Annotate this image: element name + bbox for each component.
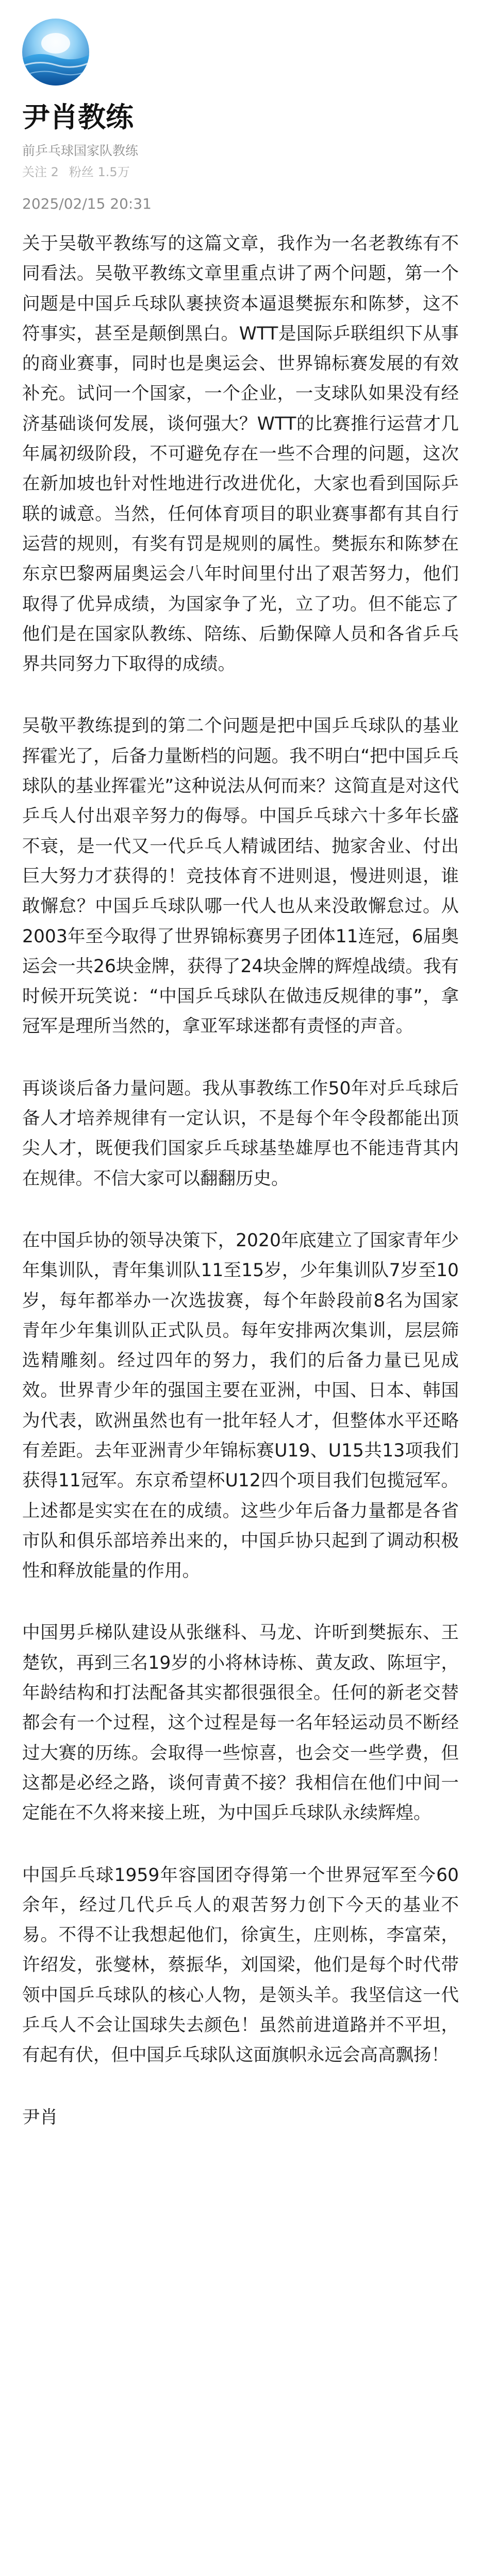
article-paragraph: 关于吴敬平教练写的这篇文章，我作为一名老教练有不同看法。吴敬平教练文章里重点讲了两个问题，第一个问题是中国乒乓球队裹挟资本逼退樊振东和陈梦，这不符事实，甚至是颠倒黑白。WTT是国际乒联组织下从事的商业赛事，同时也是奥运会、世界锦标赛发展的有效补充。试问一个国家，一个企业，一支球队如果没有经济基础谈何发展，谈何强大？WTT的比赛推行运营才几年属初级阶段，不可避免存在一些不合理的问题，这次在新加坡也针对性地进行改进优化，大家也看到国际乒联的诚意。当然，任何体育项目的职业赛事都有其自行运营的规则，有奖有罚是规则的属性。樊振东和陈梦在东京巴黎两届奥运会八年时间里付出了艰苦努力，他们取得了优异成绩，为国家争了光，立了功。但不能忘了他们是在国家队教练、陪练、后勤保障人员和各省乒乓界共同努力下取得的成绩。 bbox=[22, 233, 459, 675]
article-paragraph: 中国男乒梯队建设从张继科、马龙、许昕到樊振东、王楚钦，再到三名19岁的小将林诗栋、黄友政、陈垣宇，年龄结构和打法配备其实都很强很全。任何的新老交替都会有一个过程，这个过程是每一名年轻运动员不断经过大赛的历练。会取得一些惊喜，也会交一些学费，但这都是必经之路，谈何青黄不接？我相信在他们中间一定能在不久将来接上班，为中国乒乓球队永续辉煌。 bbox=[22, 1622, 459, 1824]
article-signature: 尹肖 bbox=[22, 2107, 58, 2128]
article-paragraph: 在中国乒协的领导决策下，2020年底建立了国家青年少年集训队，青年集训队11至15岁，少年集训队7岁至10岁，每年都举办一次选拔赛，每个年龄段前8名为国家青年少年集训队正式队员。每年安排两次集训，层层筛选精雕刻。经过四年的努力，我们的后备力量已见成效。世界青少年的强国主要在亚洲，中国、日本、韩国为代表，欧洲虽然也有一批年轻人才，但整体水平还略有差距。去年亚洲青少年锦标赛U19、U15共13项我们获得11冠军。东京希望杯U12四个项目我们包揽冠军。上述都是实实在在的成绩。这些少年后备力量都是各省市队和俱乐部培养出来的，中国乒协只起到了调动积极性和释放能量的作用。 bbox=[22, 1230, 459, 1582]
post-timestamp: 2025/02/15 20:31 bbox=[22, 195, 152, 212]
author-avatar[interactable] bbox=[22, 19, 89, 86]
article-body bbox=[22, 229, 459, 2132]
author-name[interactable]: 尹肖教练 bbox=[22, 101, 134, 133]
author-profile bbox=[22, 0, 459, 213]
following-count[interactable]: 关注 2 bbox=[22, 165, 59, 179]
article-paragraph: 中国乒乓球1959年容国团夺得第一个世界冠军至今60余年，经过几代乒乓人的艰苦努力创下今天的基业不易。不得不让我想起他们，徐寅生，庄则栋，李富荣，许绍发，张燮林，蔡振华，刘国梁，他们是每个时代带领中国乒乓球队的核心人物，是领头羊。我坚信这一代乒乓人不会让国球失去颜色！虽然前进道路并不平坦，有起有伏，但中国乒乓球队这面旗帜永远会高高飘扬！ bbox=[22, 1865, 459, 2066]
author-bio: 前乒乓球国家队教练 bbox=[22, 143, 139, 158]
article-paragraph: 吴敬平教练提到的第二个问题是把中国乒乓球队的基业挥霍光了，后备力量断档的问题。我不明白“把中国乒乓球队的基业挥霍光”这种说法从何而来？这简直是对这代乒乓人付出艰辛努力的侮辱。中国乒乓球六十多年长盛不衰，是一代又一代乒乓人精诚团结、抛家舍业、付出巨大努力才获得的！竞技体育不进则退，慢进则退，谁敢懈怠？中国乒乓球队哪一代人也从来没敢懈怠过。从2003年至今取得了世界锦标赛男子团体11连冠，6届奥运会一共26块金牌，获得了24块金牌的辉煌战绩。我有时候开玩笑说：“中国乒乓球队在做违反规律的事”，拿冠军是理所当然的，拿亚军球迷都有责怪的声音。 bbox=[22, 716, 459, 1037]
blue-water-avatar-icon bbox=[22, 19, 89, 86]
follower-count[interactable]: 粉丝 1.5万 bbox=[69, 165, 130, 179]
article-paragraph: 再谈谈后备力量问题。我从事教练工作50年对乒乓球后备人才培养规律有一定认识，不是每个年令段都能出顶尖人才，既便我们国家乒乓球基垫雄厚也不能违背其内在规律。不信大家可以翻翻历史。 bbox=[22, 1078, 459, 1189]
follow-stats bbox=[22, 164, 459, 180]
